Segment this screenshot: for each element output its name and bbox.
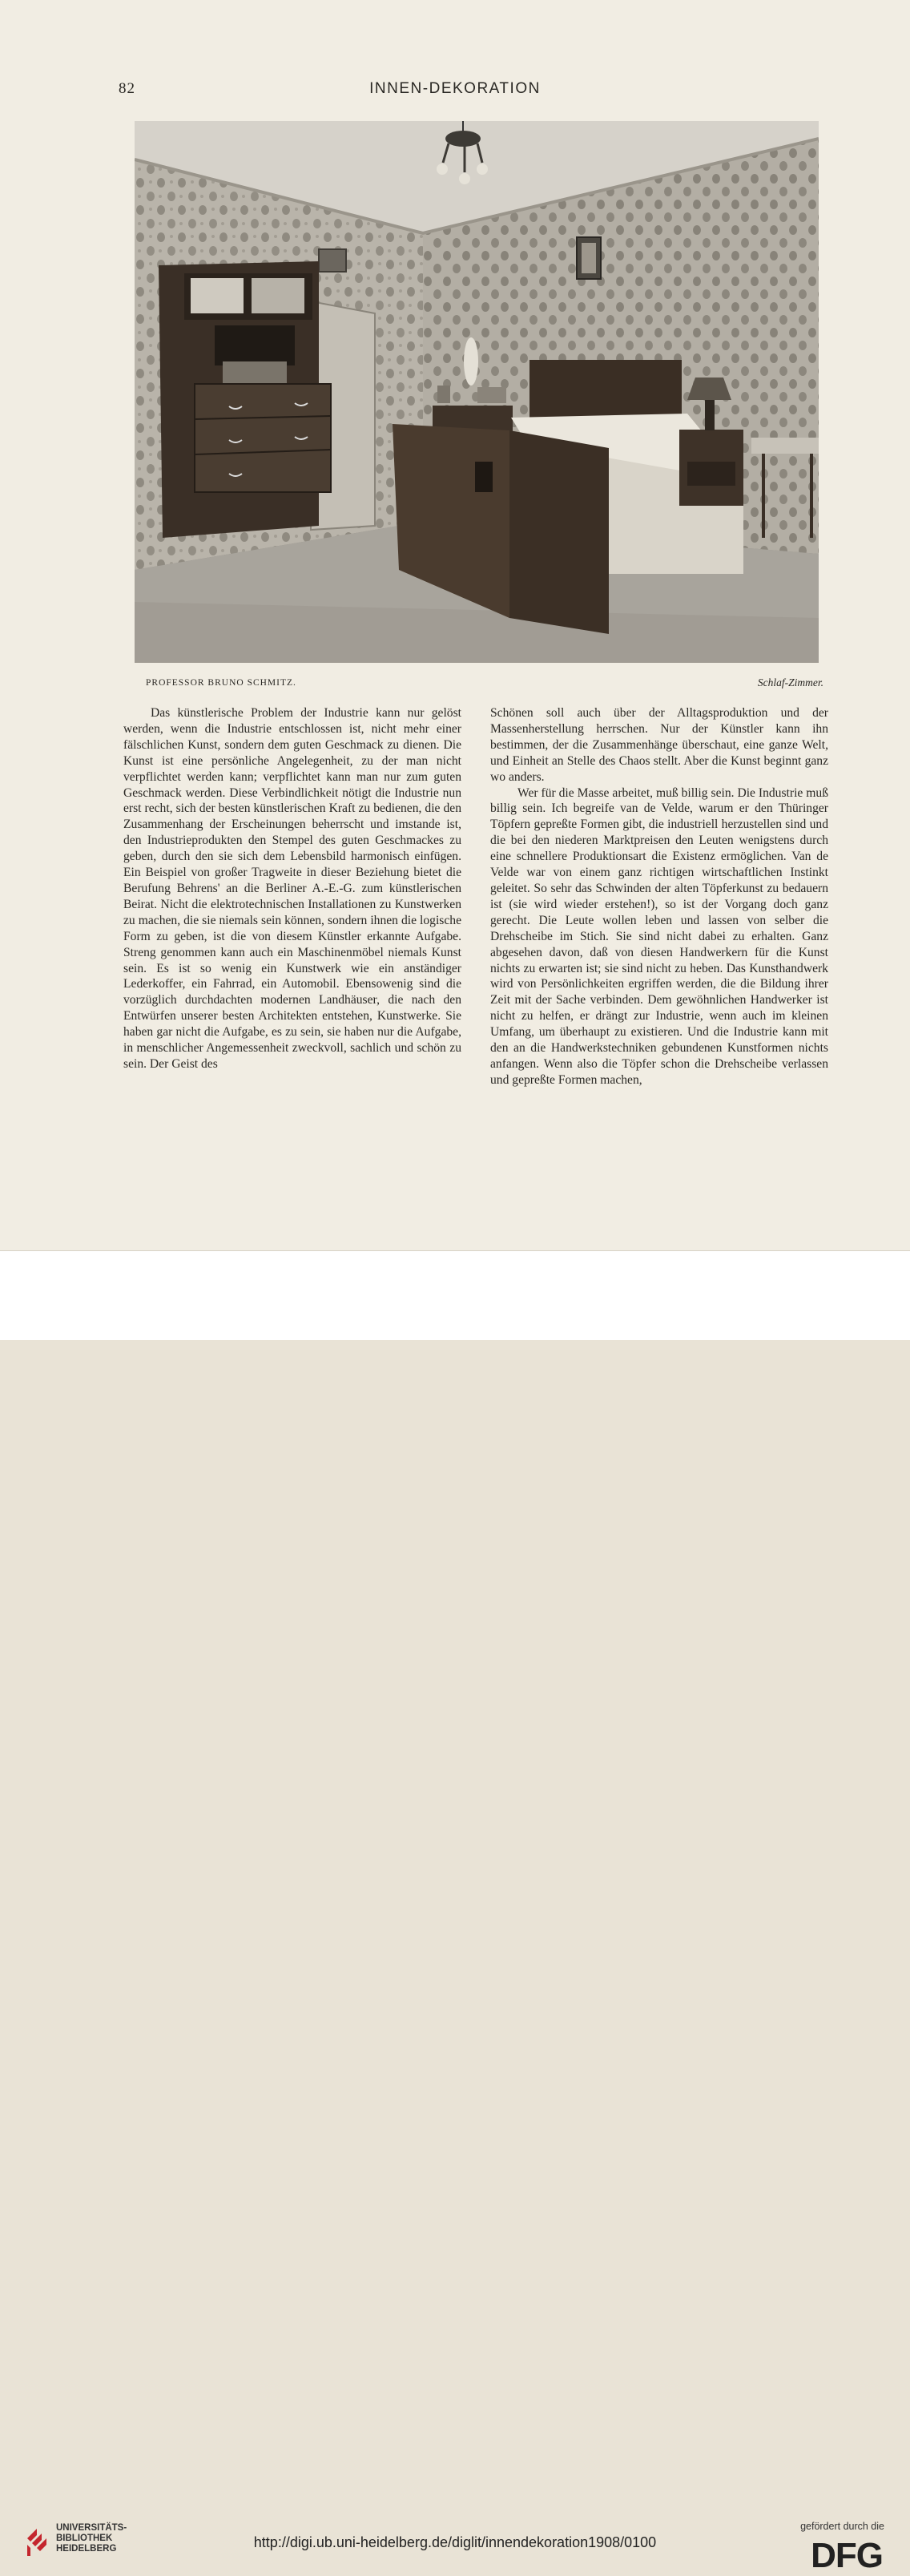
running-title: INNEN-DEKORATION xyxy=(369,80,541,97)
page-number: 82 xyxy=(119,80,135,97)
photo-illustration xyxy=(135,121,819,663)
library-name-line: HEIDELBERG xyxy=(56,2544,117,2554)
figure-caption-author: PROFESSOR BRUNO SCHMITZ. xyxy=(146,678,296,688)
paragraph: Schönen soll auch über der Alltagsproduktion und der Massenherstellung herrschen. Nur der Künstler kann ihn bestimmen, der die Zusammenhänge überschaut, eine ganze Welt, und Einheit an Stelle des Chaos stellt. Aber die Kunst beginnt ganz wo anders. xyxy=(490,706,828,784)
document-page xyxy=(0,0,910,1250)
dfg-logo[interactable]: DFG xyxy=(811,2536,883,2575)
bedroom-photograph xyxy=(135,121,819,663)
library-name-line: UNIVERSITÄTS- xyxy=(56,2523,127,2533)
library-name-line: BIBLIOTHEK xyxy=(56,2534,113,2543)
funding-label: gefördert durch die xyxy=(800,2521,884,2532)
document-url-link[interactable]: http://digi.ub.uni-heidelberg.de/diglit/innendekoration1908/0100 xyxy=(253,2534,657,2550)
figure-caption-title: Schlaf-Zimmer. xyxy=(757,676,823,688)
text-column-left xyxy=(123,705,461,1072)
paragraph: Wer für die Masse arbeitet, muß billig sein. Die Industrie muß billig sein. Ich begreife van de Velde, warum er den Thüringer Töpfern gepreßte Formen gibt, die industriell herzustellen sind und die bei den niederen Marktpreisen den Leuten wenigstens durch eine schnellere Produktionsart die Existenz ermöglichen. Van de Velde war von einem ganz richtigen wirtschaftlichen Instinkt geleitet. So sehr das Schwinden der alten Töpferkunst zu bedauern ist (sie wird wieder erstehen!), so ist der Vorgang doch ganz gerecht. Die Leute wollen leben und lassen von selber die Drehscheibe im Stich. Sie sind nicht dabei zu erhalten. Ganz abgesehen davon, daß von diesen Handwerkern für die Kunst nichts zu erwarten ist; sie sind nicht zu heben. Das Kunsthandwerk wird von Persönlichkeiten ergriffen werden, die die Bildung ihrer Zeit mit der Sache verbinden. Dem gewöhnlichen Handwerker ist nicht zu helfen, er drängt zur Industrie, wenn auch im kleinen Umfang, um überhaupt zu existieren. Und die Industrie kann mit den an die Handwerkstechniken gebundenen Kunstformen nichts anfangen. Wenn also die Töpfer schon die Drehscheibe verlassen und gepreßte Formen machen, xyxy=(490,785,828,1087)
viewer-footer xyxy=(0,1250,910,2575)
paragraph: Das künstlerische Problem der Industrie kann nur gelöst werden, wenn die Industrie entschlossen ist, nicht mehr einer fälschlichen Kunst, sondern dem guten Geschmack zu dienen. Die Kunst ist eine persönliche Angelegenheit, zu der man nicht verpflichtet werden kann; verpflichtet kann man nur zum guten Geschmack werden. Diese Verbindlichkeit nötigt die Industrie nun erst recht, sich der besten künstlerischen Kraft zu bedienen, die den Zusammenhang der Erscheinungen beherrscht und imstande ist, den Industrieprodukten den Stempel des guten Geschmackes zu geben, durch den sie sich dem Lebensbild harmonisch einfügen. Ein Beispiel von großer Tragweite in dieser Beziehung bietet die Berufung Behrens' an die Berliner A.-E.-G. zum künstlerischen Beirat. Nicht die elektrotechnischen Installationen zu Kunstwerken zu machen, die sie niemals sein können, sondern ihnen die logische Form zu geben, ist die von diesem Künstler erkannte Aufgabe. Streng genommen kann auch ein Maschinenmöbel niemals Kunst sein. Es ist so wenig ein Kunstwerk wie ein anständiger Lederkoffer, ein Fahrrad, ein Automobil. Ebensowenig sind die vorzüglich durchdachten modernen Landhäuser, die nach den Entwürfen unserer besten Architekten entstehen, Kunstwerke. Sie haben gar nicht die Aufgabe, es zu sein, sie haben nur die Aufgabe, in menschlicher Angemessenheit zweckvoll, sachlich und schön zu sein. Der Geist des xyxy=(123,706,461,1071)
text-column-right xyxy=(490,705,828,1088)
